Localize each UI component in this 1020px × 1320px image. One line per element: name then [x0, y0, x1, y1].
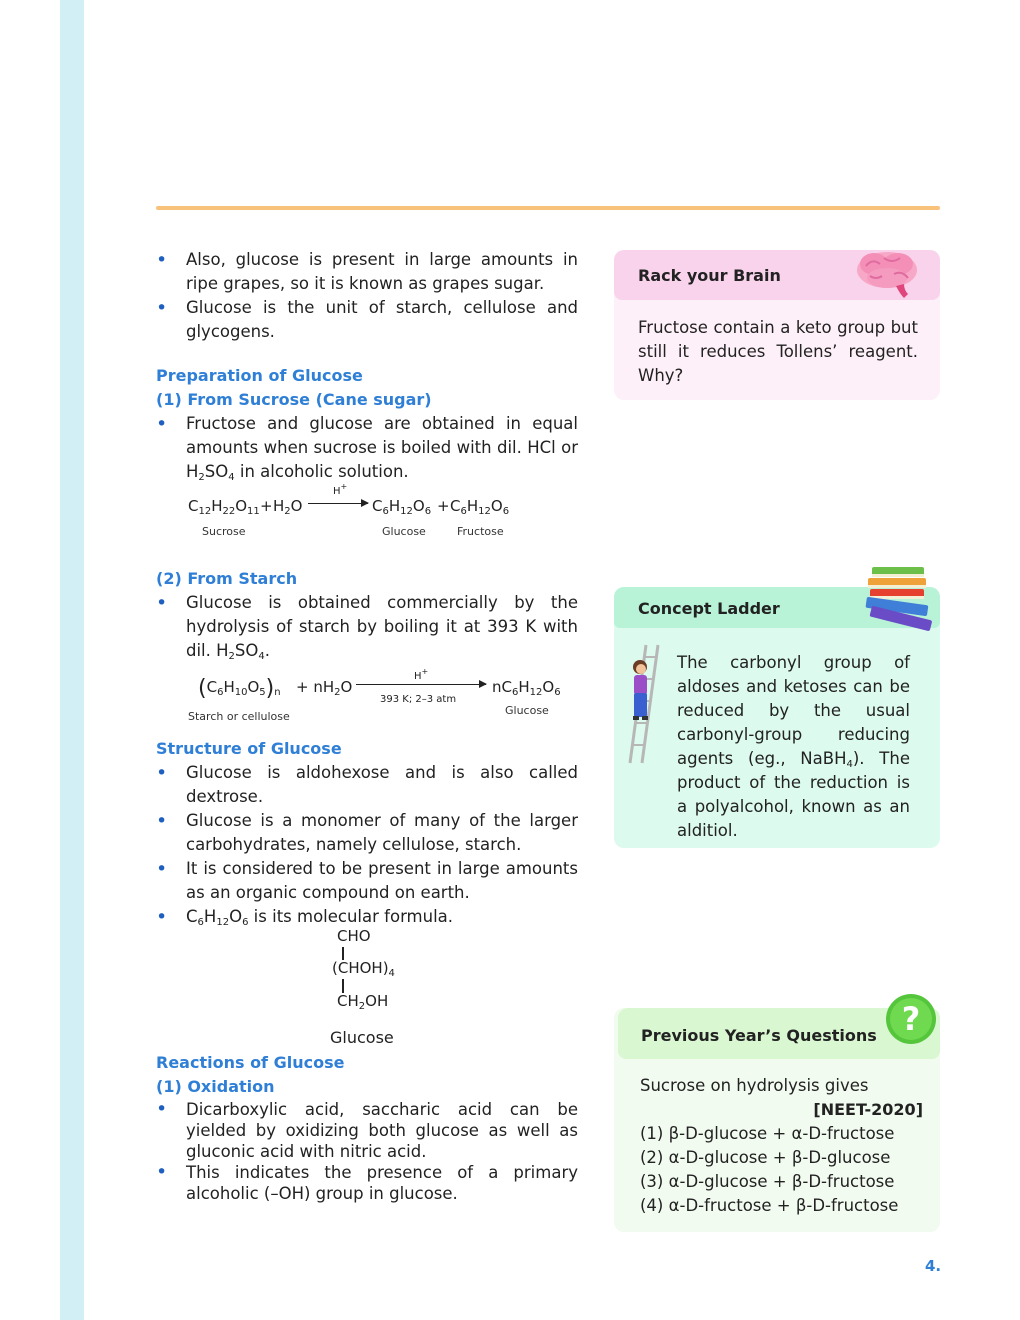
- reactions-heading: Reactions of Glucose: [156, 1053, 345, 1072]
- eq2-water: + $nH_2O$: [296, 678, 353, 698]
- sucrose-formula: $C_{12}H_{22}O_{11}$: [188, 497, 260, 517]
- page-number: 4.: [925, 1257, 942, 1275]
- glucose-structure: [156, 929, 578, 1049]
- books-icon: [862, 565, 940, 631]
- eq1-arrow: [308, 503, 368, 504]
- rack-your-brain-title: Rack your Brain: [638, 266, 781, 285]
- pyq-box: [614, 1000, 940, 1232]
- pyq-option[interactable]: (1) β-D-glucose + α-D-fructose: [640, 1124, 895, 1143]
- brain-icon: [854, 248, 920, 300]
- bullet-aldohexose: • Glucose is aldohexose and is also called dextrose.: [156, 761, 578, 809]
- eq2-arrow: [356, 684, 486, 685]
- bullet-starch-hydrolysis: • Glucose is obtained commercially by the hydrolysis of starch by boiling it at 393 K with dil. $H_2SO_4$.: [156, 591, 578, 663]
- svg-text:?: ?: [901, 1000, 921, 1038]
- left-margin-strip: [60, 0, 84, 1320]
- concept-ladder-header: [614, 587, 940, 628]
- eq1-catalyst: H+: [333, 482, 348, 497]
- rack-your-brain-question: Fructose contain a keto group but still it reduces Tollens’ reagent. Why?: [638, 318, 918, 385]
- starch-formula: $(C_6H_{10}O_5)_n$: [198, 676, 281, 701]
- bullet-monomer: • Glucose is a monomer of many of the larger carbohydrates, namely cellulose, starch.: [156, 809, 578, 857]
- rack-your-brain-header: [614, 250, 940, 300]
- concept-ladder-title: Concept Ladder: [638, 599, 780, 618]
- question-mark-icon: [884, 992, 938, 1046]
- eq2-condition: 393 K; 2–3 atm: [380, 694, 457, 705]
- pyq-question: Sucrose on hydrolysis gives: [640, 1076, 869, 1095]
- rack-your-brain-box: [614, 250, 940, 400]
- label-fructose: Fructose: [457, 525, 504, 538]
- bullet-saccharic-acid: • Dicarboxylic acid, saccharic acid can be yielded by oxidizing both glucose as well as gluconic acid with nitric acid.: [156, 1099, 578, 1162]
- bullet-starch-unit: • Glucose is the unit of starch, cellulose and glycogens.: [156, 296, 578, 344]
- eq2-catalyst: H+: [414, 667, 429, 682]
- concept-ladder-box: [614, 587, 940, 848]
- fructose-formula: $C_6H_{12}O_6$: [450, 497, 510, 517]
- concept-ladder-text: The carbonyl group of aldoses and ketoses can be reduced by the usual carbonyl-group reducing agents (eg., NaBH$_4$). The product of the reduction is a polyalcohol, known as an alditiol.: [677, 653, 910, 840]
- structure-cho: CHO: [337, 927, 371, 945]
- structure-heading: Structure of Glucose: [156, 739, 342, 758]
- bullet-primary-alcohol: • This indicates the presence of a primary alcoholic (–OH) group in glucose.: [156, 1162, 578, 1204]
- label-glucose: Glucose: [382, 525, 426, 538]
- label-starch: Starch or cellulose: [188, 710, 290, 723]
- eq2-product: $nC_6H_{12}O_6$: [492, 678, 561, 698]
- glucose-formula: $C_6H_{12}O_6$: [372, 497, 432, 517]
- structure-ch2oh: $CH_2OH$: [337, 992, 389, 1012]
- pyq-option[interactable]: (2) α-D-glucose + β-D-glucose: [640, 1148, 891, 1167]
- pyq-option[interactable]: (4) α-D-fructose + β-D-fructose: [640, 1196, 899, 1215]
- pyq-option[interactable]: (3) α-D-glucose + β-D-fructose: [640, 1172, 895, 1191]
- water-formula: $H_2O$: [273, 497, 303, 517]
- preparation-heading: Preparation of Glucose: [156, 366, 363, 385]
- from-sucrose-heading: (1) From Sucrose (Cane sugar): [156, 390, 432, 409]
- starch-hydrolysis-equation: [156, 663, 578, 733]
- main-column: [156, 248, 578, 1204]
- from-starch-heading: (2) From Starch: [156, 569, 298, 588]
- bullet-grapes: • Also, glucose is present in large amounts in ripe grapes, so it is known as grapes sugar.: [156, 248, 578, 296]
- pyq-exam-tag: [NEET-2020]: [813, 1100, 923, 1119]
- eq1-plus: +: [260, 497, 273, 515]
- label-sucrose: Sucrose: [202, 525, 246, 538]
- pyq-options: [640, 1122, 930, 1218]
- pyq-title: Previous Year’s Questions: [641, 1026, 877, 1045]
- sucrose-hydrolysis-equation: [156, 484, 578, 552]
- ladder-girl-icon: [624, 643, 664, 765]
- structure-caption: Glucose: [330, 1028, 394, 1047]
- structure-choh: $(CHOH)_4$: [332, 959, 395, 979]
- eq1-plus-2: +: [437, 497, 450, 515]
- label-glucose-2: Glucose: [505, 704, 549, 717]
- bullet-organic-compound: • It is considered to be present in large amounts as an organic compound on earth.: [156, 857, 578, 905]
- header-rule: [156, 206, 940, 210]
- pyq-header: [618, 1000, 940, 1059]
- bullet-molecular-formula: • $C_6H_{12}O_6$ is its molecular formula.: [156, 905, 578, 929]
- bullet-sucrose-boil: • Fructose and glucose are obtained in equal amounts when sucrose is boiled with dil. HCl or $H_2SO_4$ in alcoholic solution.: [156, 412, 578, 484]
- oxidation-heading: (1) Oxidation: [156, 1077, 275, 1096]
